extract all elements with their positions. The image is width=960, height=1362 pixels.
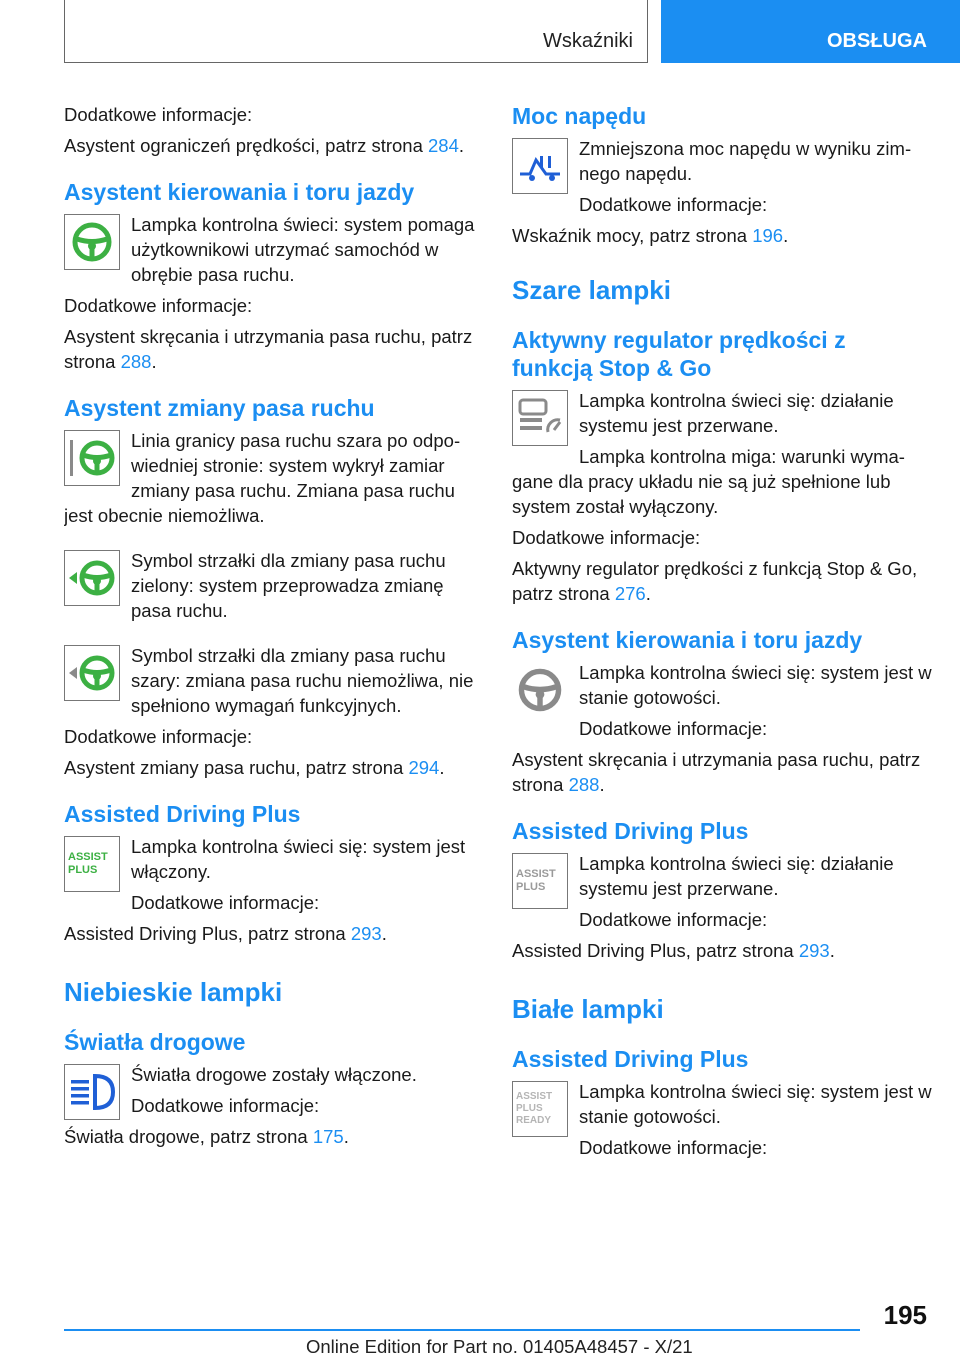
info-label: Dodatkowe informacje: [579, 718, 768, 739]
section-heading-assisted-driving-grey: Assisted Driving Plus [512, 818, 749, 844]
indicator-description: Lampka kontrolna świeci się: system jest włączony. [131, 836, 466, 882]
indicator-description: Lampka kontrolna świeci się: system jest w stanie gotowości. [579, 662, 932, 708]
section-heading-lane-change: Asystent zmiany pasa ruchu [64, 395, 375, 421]
reference-line: Asystent skręcania i utrzymania pasa ruchu, patrz strona 288. [512, 749, 921, 795]
reference-line: Wskaźnik mocy, patrz strona 196. [512, 225, 789, 246]
section-heading-steering-assist: Asystent kierowania i toru jazdy [64, 179, 415, 205]
assist-plus-grey-icon: ASSIST PLUS [512, 853, 568, 909]
indicator-description: Symbol strzałki dla zmiany pasa ruchu zielony: system przeprowadza zmianę pasa ruchu. [131, 550, 446, 621]
lane-boundary-grey-icon [64, 430, 120, 486]
right-column [512, 102, 932, 1166]
page-link[interactable]: 288 [568, 774, 600, 795]
indicator-item-assist-plus-ready [512, 1079, 932, 1166]
indicator-item-assist-plus-grey [512, 851, 932, 938]
indicator-description: Lampka kontrolna świeci się: działanie systemu jest przerwane. [579, 853, 894, 899]
page-link[interactable]: 293 [798, 940, 830, 961]
info-label: Dodatkowe informacje: [579, 909, 768, 930]
footer-edition: Online Edition for Part no. 01405A48457 - X/21 [306, 1336, 693, 1357]
steering-wheel-green-icon [64, 214, 120, 270]
page-link[interactable]: 288 [120, 351, 152, 372]
info-label: Dodatkowe informacje: [64, 295, 253, 316]
info-label: Dodatkowe informacje: [131, 1095, 320, 1116]
lane-change-arrow-grey-icon [64, 645, 120, 701]
section-heading-grey-lamps: Szare lampki [512, 275, 671, 305]
page-link[interactable]: 175 [312, 1126, 344, 1147]
steering-wheel-grey-icon [512, 662, 568, 718]
indicator-item-lane-boundary [64, 428, 482, 534]
info-label: Dodatkowe informacje: [512, 527, 701, 548]
section-heading-white-lamps: Białe lampki [512, 994, 664, 1024]
indicator-item-active-cruise [512, 388, 932, 525]
footer-divider [64, 1329, 860, 1331]
indicator-description: Linia granicy pasa ruchu szara po odpowiedniej stronie: system wykrył zamiar zmiany pasa ruchu. Zmiana pasa ruchu jest obecnie niemożliwa. [64, 430, 461, 526]
section-heading-steering-assist-grey: Asystent kierowania i toru jazdy [512, 627, 863, 653]
indicator-item-lane-arrow-grey [64, 643, 482, 724]
section-heading-assisted-driving: Assisted Driving Plus [64, 801, 301, 827]
left-column [64, 102, 482, 1155]
indicator-description: Lampka kontrolna świeci: system pomaga użytkownikowi utrzymać samochód w obrębie pasa ruchu. [131, 214, 475, 285]
indicator-description: Lampka kontrolna miga: warunki wymagane dla pracy układu nie są już spełnione lub system został wyłączony. [512, 446, 905, 517]
page-link[interactable]: 293 [350, 923, 382, 944]
info-label: Dodatkowe informacje: [579, 1137, 768, 1158]
page-number: 195 [883, 1300, 927, 1330]
section-heading-active-cruise: Aktywny regulator prędkości z funkcją Stop & Go [512, 327, 846, 381]
page-link[interactable]: 276 [614, 583, 646, 604]
info-label: Dodatkowe informacje: [131, 892, 320, 913]
info-label: Dodatkowe informacje: [64, 726, 253, 747]
reference-line: Assisted Driving Plus, patrz strona 293. [512, 940, 835, 961]
assist-plus-ready-icon: ASSIST PLUS READY [512, 1081, 568, 1137]
section-heading-drive-power: Moc napędu [512, 103, 647, 129]
section-heading-assisted-driving-white: Assisted Driving Plus [512, 1046, 749, 1072]
indicator-description: Symbol strzałki dla zmiany pasa ruchu szary: zmiana pasa ruchu niemożliwa, nie spełniono wymagań funkcyjnych. [131, 645, 474, 716]
page-link[interactable]: 294 [408, 757, 440, 778]
cruise-control-grey-icon [512, 390, 568, 446]
reference-line: Assisted Driving Plus, patrz strona 293. [64, 923, 387, 944]
indicator-item-steering-grey [512, 660, 932, 747]
indicator-description: Lampka kontrolna świeci się: system jest w stanie gotowości. [579, 1081, 932, 1127]
lane-change-arrow-green-icon [64, 550, 120, 606]
drive-power-icon [512, 138, 568, 194]
page-link[interactable]: 284 [428, 135, 459, 156]
info-label: Dodatkowe informacje: [64, 104, 253, 125]
indicator-item-assist-plus [64, 834, 482, 921]
header-frame [64, 0, 648, 63]
section-heading-high-beam: Światła drogowe [64, 1029, 246, 1055]
indicator-item-lane-arrow-green [64, 548, 482, 629]
page-link[interactable]: 196 [752, 225, 784, 246]
reference-line: Asystent zmiany pasa ruchu, patrz strona 294. [64, 757, 445, 778]
indicator-item-drive-power [512, 136, 932, 223]
info-label: Dodatkowe informacje: [579, 194, 768, 215]
reference-line: Aktywny regulator prędkości z funkcją Stop & Go, patrz strona 276. [512, 558, 918, 604]
indicator-description: Lampka kontrolna świeci się: działanie systemu jest przerwane. [579, 390, 894, 436]
reference-line: Światła drogowe, patrz strona 175. [64, 1126, 349, 1147]
indicator-item-steering [64, 212, 482, 293]
reference-line: Asystent skręcania i utrzymania pasa ruchu, patrz strona 288. [64, 326, 473, 372]
indicator-description: Zmniejszona moc napędu w wyniku zimnego napędu. [579, 138, 912, 184]
high-beam-icon [64, 1064, 120, 1120]
header-section-tab[interactable]: OBSŁUGA [661, 0, 960, 63]
indicator-description: Światła drogowe zostały włączone. [131, 1064, 417, 1085]
header-title: Wskaźniki [542, 30, 633, 52]
indicator-item-high-beam [64, 1062, 482, 1155]
reference-line: Asystent ograniczeń prędkości, patrz strona 284. [64, 135, 465, 156]
assist-plus-green-icon: ASSIST PLUS [64, 836, 120, 892]
section-heading-blue-lamps: Niebieskie lampki [64, 977, 283, 1007]
